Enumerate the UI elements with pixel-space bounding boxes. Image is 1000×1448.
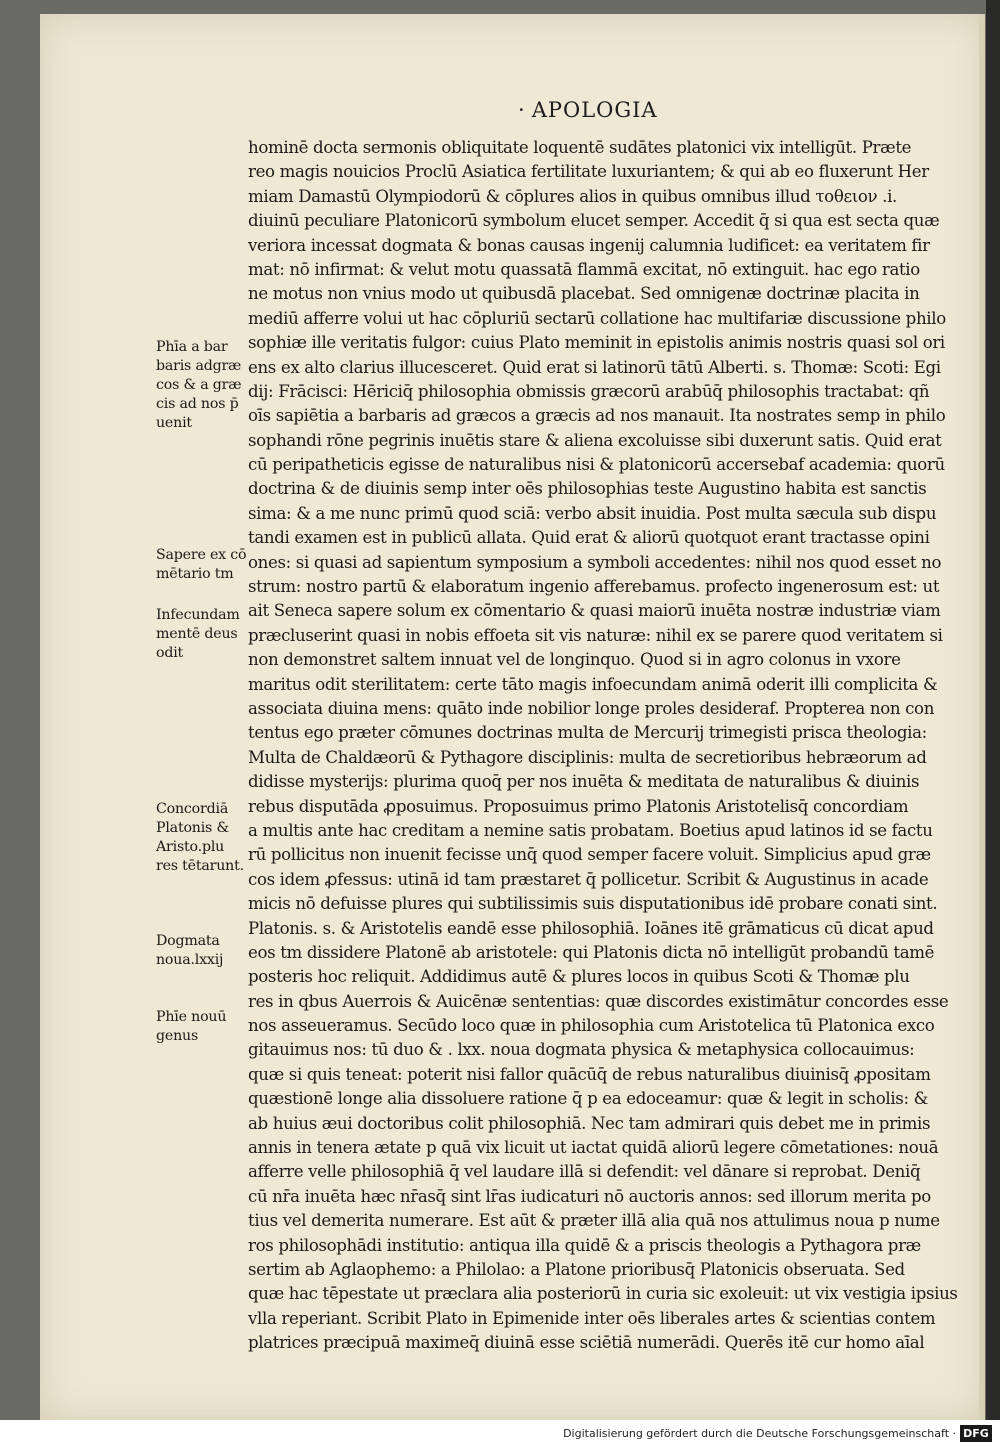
margin-note-line: res tētarunt. (156, 858, 244, 874)
text-line: associata diuina mens: quāto inde nobilior longe proles desideraf. Propterea non con (248, 698, 935, 718)
margin-note-line: mētario tm (156, 566, 234, 582)
text-line: reo magis nouicios Proclū Asiatica fertilitate luxuriantem; & qui ab eo fluxerunt Her (248, 162, 929, 182)
running-head (518, 98, 718, 122)
text-line: veriora incessat dogmata & bonas causas ingenij calumnia ludificet: ea veritatem fir (248, 235, 930, 255)
margin-note-line: Phīa a bar (156, 339, 228, 355)
dfg-logo: DFG (960, 1425, 992, 1442)
margin-note (156, 338, 251, 433)
text-line: posteris hoc reliquit. Addidimus autē & plures locos in quibus Scoti & Thomæ plu (248, 967, 910, 987)
margin-note-line: baris adgræ (156, 358, 242, 374)
text-line: doctrina & de diuinis semp inter oēs philosophias teste Augustino habita est sanctis (248, 479, 927, 499)
text-line: mediū afferre volui ut hac cōpluriū sectarū collatione hac multifariæ discussione philo (248, 308, 946, 328)
text-line: annis in tenera ætate p quā vix licuit ut iactat quidā aliorū legere cōmetationes: nouā (248, 1138, 939, 1158)
margin-note-line: Infecundam (156, 607, 240, 623)
text-line: ens ex alto clarius illucesceret. Quid erat si latinorū tātū Alberti. s. Thomæ: Scoti: Egi (248, 357, 941, 377)
text-line: micis nō defuisse plures qui subtilissimis suis disputationibus idē probare conati sint. (248, 894, 938, 914)
text-line: cū nr̄a inuēta hæc nr̄asq̄ sint lr̄as iudicaturi nō auctoris annos: sed illorum merita po (248, 1186, 931, 1206)
text-line: mat: nō infirmat: & velut motu quassatā flammā excitat, nō extinguit. hac ego ratio (248, 259, 920, 279)
margin-note-line: cos & a græ (156, 377, 242, 393)
text-line: sima: & a me nunc primū quod sciā: verbo absit inuidia. Post multa sæcula sub dispu (248, 503, 937, 523)
text-line: eos tm dissidere Platonē ab aristotele: qui Platonis dicta nō intelligūt probandū tamē (248, 942, 935, 962)
text-line: præcluserint quasi in nobis effoeta sit vis naturæ: nihil ex se parere quod veritatem si (248, 625, 943, 645)
text-line: a multis ante hac creditam a nemine satis probatam. Boetius apud latinos id se factu (248, 820, 933, 840)
text-line: quæstionē longe alia dissoluere ratione q̄ p ea edoceamur: quæ & legit in scholis: & (248, 1089, 929, 1109)
margin-note (156, 606, 251, 663)
text-line: miam Damastū Olympiodorū & cōplures alios in quibus omnibus illud τοθειον .i. (248, 186, 897, 206)
digitization-footer (0, 1420, 1000, 1448)
margin-note-line: odit (156, 645, 184, 661)
margin-note-line: Dogmata (156, 933, 220, 949)
margin-note-line: noua.lxxij (156, 952, 224, 968)
text-line: cos idem ꝓfessus: utinā id tam præstaret q̄ pollicetur. Scribit & Augustinus in acade (248, 869, 929, 889)
text-line: hominē docta sermonis obliquitate loquentē sudātes platonici vix intelligūt. Præte (248, 138, 912, 157)
text-line: ros philosophādi institutio: antiqua illa quidē & a priscis theologis a Pythagora præ (248, 1235, 921, 1255)
margin-note (156, 546, 251, 584)
text-line: gitauimus nos: tū duo & . lxx. noua dogmata physica & metaphysica collocauimus: (248, 1040, 915, 1060)
text-line: Multa de Chaldæorū & Pythagore disciplinis: multa de secretioribus hebræorum ad (248, 747, 927, 767)
text-line: ab huius æui doctoribus colit philosophiā. Nec tam admirari quis debet me in primis (248, 1113, 931, 1133)
text-line: diuinū peculiare Platonicorū symbolum elucet semper. Accedit q̄ si qua est secta quæ (248, 211, 940, 231)
margin-note (156, 1008, 251, 1046)
text-line: nos asseueramus. Secūdo loco quæ in philosophia cum Aristotelica tū Platonica exco (248, 1016, 935, 1036)
text-line: didisse mysterijs: plurima quoq̄ per nos inuēta & meditata de naturalibus & diuinis (248, 772, 920, 792)
text-line: Platonis. s. & Aristotelis eandē esse philosophiā. Ioānes itē grāmaticus cū dicat apud (248, 918, 934, 938)
book-spine (986, 0, 1000, 1420)
margin-note-line: genus (156, 1028, 199, 1044)
text-line: vlla reperiant. Scribit Plato in Epimenide inter oēs liberales artes & scientias contem (248, 1308, 936, 1328)
margin-note-line: Phīe nouū (156, 1009, 227, 1025)
text-line: ne motus non vnius modo ut quibusdā placebat. Sed omnigenæ doctrinæ placita in (248, 284, 920, 304)
running-head-dot: · (518, 98, 526, 122)
page-edge (979, 14, 985, 1420)
text-line: quæ hac tēpestate ut præclara alia posteriorū in curia sic exoleuit: ut vix vestigia ipsius (248, 1284, 958, 1304)
footer-credit: Digitalisierung gefördert durch die Deutsche Forschungsgemeinschaft · (563, 1427, 956, 1440)
margin-note-line: Sapere ex cō (156, 547, 247, 563)
text-line: sophiæ ille veritatis fulgor: cuius Plato meminit in epistolis animis nostris quasi sol ori (248, 333, 945, 353)
running-head-title: APOLOGIA (531, 98, 658, 122)
margin-note-line: mentē deus (156, 626, 238, 642)
text-line: quæ si quis teneat: poterit nisi fallor quācūq̄ de rebus naturalibus diuinisq̄ ꝓpositam (248, 1064, 931, 1084)
margin-note-line: Platonis & (156, 820, 229, 836)
margin-note (156, 800, 251, 876)
margin-note-line: uenit (156, 415, 192, 431)
book-page (40, 14, 985, 1420)
text-line: platrices præcipuā maximeq̄ diuinā esse sciētiā numerādi. Querēs itē cur homo aīal (248, 1333, 925, 1353)
text-line: tandi examen est in publicū allata. Quid erat & aliorū quotquot erant tractasse opini (248, 528, 930, 548)
margin-note (156, 932, 251, 970)
text-line: sertim ab Aglaophemo: a Philolao: a Platone prioribusq̄ Platonicis obseruata. Sed (248, 1259, 905, 1279)
margin-note-line: Concordiā (156, 801, 229, 817)
main-text-block (248, 136, 972, 1356)
text-line: rebus disputāda ꝓposuimus. Proposuimus primo Platonis Aristotelisq̄ concordiam (248, 796, 909, 816)
margin-note-line: Aristo.plu (156, 839, 225, 855)
text-line: tius vel demerita numerare. Est aūt & præter illā alia quā nos attulimus noua p nume (248, 1211, 940, 1231)
text-line: oīs sapiētia a barbaris ad græcos a græcis ad nos manauit. Ita nostrates semp in philo (248, 406, 946, 426)
text-line: res in qbus Auerrois & Auicēnæ sententias: quæ discordes existimātur concordes esse (248, 991, 949, 1011)
text-line: dij: Frācisci: Hēriciq̄ philosophia obmissis græcorū arabūq̄ philosophis tractabat: qñ (248, 381, 930, 401)
text-line: ait Seneca sapere solum ex cōmentario & quasi maiorū inuēta nostræ industriæ viam (248, 601, 941, 621)
text-line: ones: si quasi ad sapientum symposium a symboli accedentes: nihil nos quod esset no (248, 552, 942, 572)
text-line: tentus ego præter cōmunes doctrinas multa de Mercurij trimegisti prisca theologia: (248, 723, 927, 743)
margin-note-line: cis ad nos p̄ (156, 396, 239, 412)
text-line: cū peripatheticis egisse de naturalibus nisi & platonicorū accersebaf academia: quorū (248, 455, 945, 475)
text-line: sophandi rōne pegrinis inuētis stare & aliena excoluisse sibi duxerunt satis. Quid erat (248, 430, 942, 450)
text-line: rū pollicitus non inuenit fecisse unq̄ quod semper facere voluit. Simplicius apud græ (248, 845, 931, 865)
text-line: maritus odit sterilitatem: certe tāto magis infoecundam animā oderit illi complicita & (248, 674, 938, 694)
text-line: afferre velle philosophiā q̄ vel laudare illā si defendit: vel dānare si reprobat. Deniq̄ (248, 1162, 921, 1182)
text-line: strum: nostro partū & elaboratum ingenio afferebamus. profecto ingenerosum est: ut (248, 577, 940, 597)
text-line: non demonstret saltem innuat vel de longinquo. Quod si in agro colonus in vxore (248, 650, 901, 670)
